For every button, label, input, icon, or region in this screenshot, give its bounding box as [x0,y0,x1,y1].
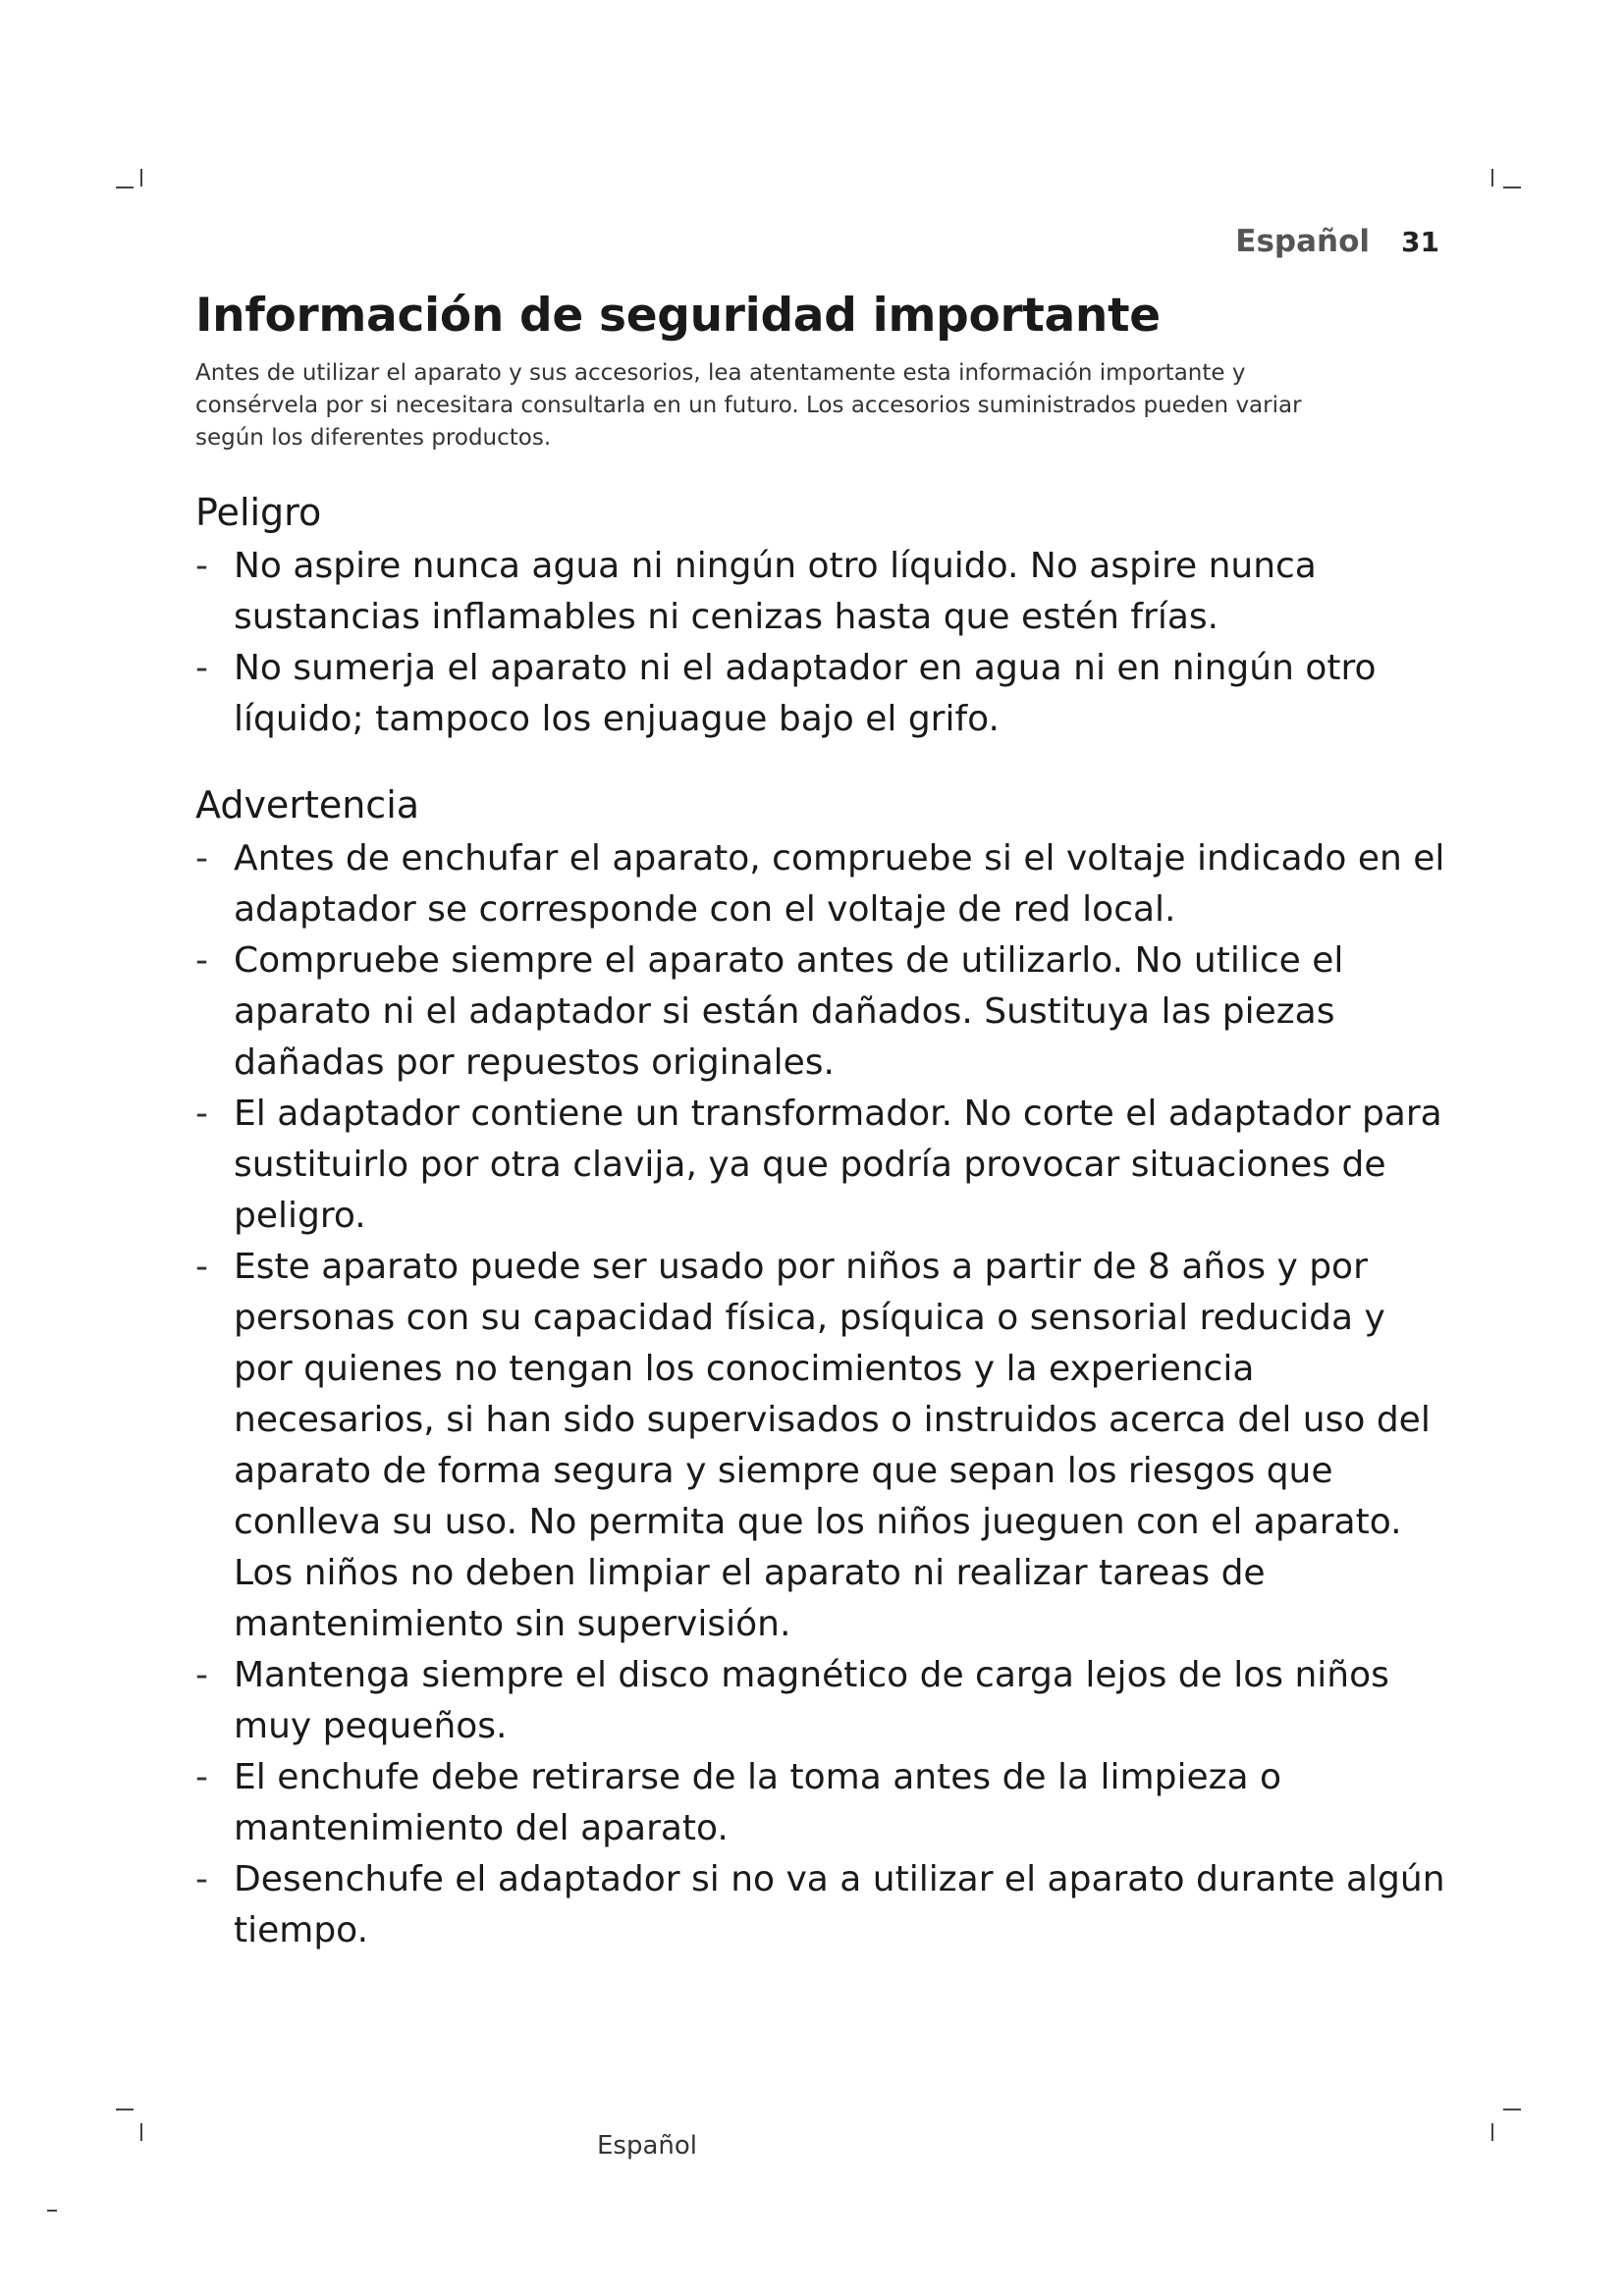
header-language: Español [1235,224,1371,259]
crop-mark [1503,2109,1521,2110]
crop-mark [140,169,142,187]
list-item-text: Compruebe siempre el aparato antes de utilizarlo. No utilice el aparato ni el adaptador si están dañados. Sustituya las piezas dañadas por repuestos originales. [234,940,1344,1083]
list-item-text: No aspire nunca agua ni ningún otro líquido. No aspire nunca sustancias inflamables ni cenizas hasta que estén frías. [234,546,1317,637]
warning-list [195,833,1445,1956]
bullet-dash: - [195,546,208,586]
list-item [195,643,1451,745]
page-footer: Español [597,2131,698,2161]
crop-mark [140,2123,142,2141]
list-item [195,1854,1451,1956]
list-item-text: No sumerja el aparato ni el adaptador en agua ni en ningún otro líquido; tampoco los enjuague bajo el grifo. [234,648,1377,739]
intro-paragraph: Antes de utilizar el aparato y sus accesorios, lea atentamente esta información importante y consérvela por si necesitara consultarla en un futuro. Los accesorios suministrados pueden variar según los diferentes productos. [195,360,1302,451]
bullet-dash: - [195,838,208,879]
bullet-dash: - [195,1655,208,1695]
list-item-text: El enchufe debe retirarse de la toma antes de la limpieza o mantenimiento del aparato. [234,1757,1282,1848]
list-item [195,935,1451,1089]
crop-mark [116,2109,134,2110]
bullet-dash: - [195,648,208,688]
page-header [1235,224,1439,259]
crop-mark [1503,187,1521,188]
list-item-text: Mantenga siempre el disco magnético de carga lejos de los niños muy pequeños. [234,1655,1389,1746]
document-body [195,287,1445,1956]
section-heading-warning: Advertencia [195,783,420,827]
danger-list [195,541,1442,745]
bullet-dash: - [195,940,208,981]
list-item-text: Este aparato puede ser usado por niños a partir de 8 años y por personas con su capacidad física, psíquica o sensorial reducida y por quienes no tengan los conocimientos y la experiencia necesarios, si han sido supervisados o instruidos acerca del uso del aparato de forma segura y siempre que sepan los riesgos que conlleva su uso. No permita que los niños jueguen con el aparato. Los niños no deben limpiar el aparato ni realizar tareas de mantenimiento sin supervisión. [234,1247,1431,1644]
list-item [195,833,1451,935]
list-item [195,541,1451,643]
section-heading-danger: Peligro [195,491,322,534]
bullet-dash: - [195,1757,208,1797]
crop-mark [116,187,134,188]
crop-mark [1491,169,1493,187]
list-item [195,1242,1451,1650]
list-item [195,1752,1451,1854]
list-item [195,1089,1451,1242]
list-item-text: Antes de enchufar el aparato, compruebe si el voltaje indicado en el adaptador se corresponde con el voltaje de red local. [234,838,1445,930]
list-item [195,1650,1451,1752]
crop-mark [47,2210,57,2212]
list-item-text: El adaptador contiene un transformador. No corte el adaptador para sustituirlo por otra clavija, ya que podría provocar situaciones de peligro. [234,1094,1442,1236]
crop-mark [1491,2123,1493,2141]
page-number: 31 [1401,226,1439,258]
page-title: Información de seguridad importante [195,289,1161,343]
bullet-dash: - [195,1859,208,1899]
list-item-text: Desenchufe el adaptador si no va a utilizar el aparato durante algún tiempo. [234,1859,1445,1950]
bullet-dash: - [195,1094,208,1134]
bullet-dash: - [195,1247,208,1287]
